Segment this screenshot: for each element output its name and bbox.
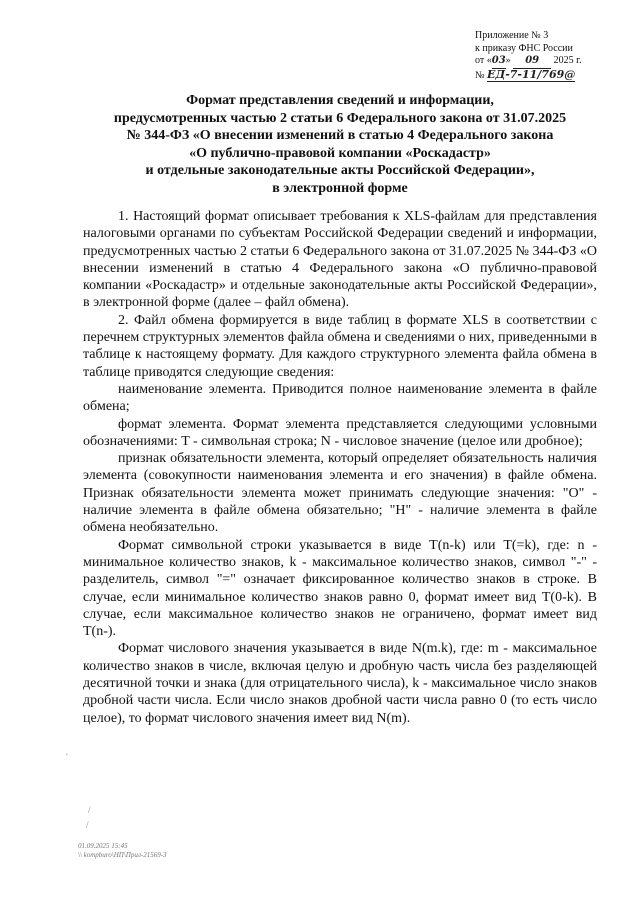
footer-stamp	[78, 842, 167, 860]
appendix-block	[475, 30, 635, 82]
paragraph-required-flag: признак обязательности элемента, который определяет обязательность наличия элемента (совокупности наименования элемента и его значения) в файле обмена. Признак обязательности элемента может принимать следующие значения: "О" - наличие элемента в файле обмена обязательно; "Н" - наличие элемента в файле обмена необязательно.	[83, 451, 597, 536]
handwritten-number: ЕД-7-11/769@	[487, 67, 576, 81]
title-line: «О публично-правовой компании «Роскадастр»	[189, 145, 491, 161]
paragraph-element-format: формат элемента. Формат элемента представляется следующими условными обозначениями: T - символьная строка; N - числовое значение (целое или дробное);	[83, 416, 597, 449]
paragraph-element-name: наименование элемента. Приводится полное наименование элемента в файле обмена;	[83, 381, 597, 415]
title-line: предусмотренных частью 2 статьи 6 Федерального закона от 31.07.2025	[113, 110, 567, 126]
document-body	[83, 208, 597, 727]
margin-mark: ′	[66, 752, 68, 762]
title-line: и отдельные законодательные акты Российской Федерации»,	[145, 163, 535, 178]
paragraph-number-format: Формат числового значения указывается в виде N(m.k), где: m - максимальное количество знаков в числе, включая целую и дробную часть числа без разделяющей десятичной точки и знака (для отрицательного числа), k - максимальное число знаков дробной части числа. Если число знаков дробной части числа равно 0 (то есть число целое), то формат числового значения имеет вид N(m).	[83, 641, 597, 726]
file-reference: \\ kompburo\НП\Прил-21569-3	[78, 851, 167, 859]
appendix-number: Приложение № 3	[475, 30, 549, 41]
title-line: № 344-ФЗ «О внесении изменений в статью 4 Федерального закона	[126, 128, 554, 143]
margin-mark: /	[88, 805, 91, 815]
handwritten-month: 09	[513, 55, 551, 69]
order-number: № ЕД-7-11/769@	[475, 67, 576, 81]
order-date: от «03» 09 2025 г.	[475, 55, 635, 69]
title-line: в электронной форме	[272, 180, 408, 196]
paragraph-2: 2. Файл обмена формируется в виде таблиц в формате XLS в соответствии с перечнем структурных элементов файла обмена и сведениями о них, приведенными в таблице к настоящему формату. Для каждого структурного элемента файла обмена в таблице приводятся следующие сведения:	[83, 312, 597, 380]
handwritten-day: 03	[492, 55, 506, 69]
print-timestamp: 01.09.2025 15:45	[78, 842, 128, 850]
paragraph-1: 1. Настоящий формат описывает требования к XLS-файлам для представления налоговыми органами по субъектам Российской Федерации сведений и информации, предусмотренных частью 2 статьи 6 Федерального закона от 31.07.2025 № 344-ФЗ «О внесении изменений в статью 4 Федерального закона «О публично-правовой компании «Роскадастр» и отдельные законодательные акты Российской Федерации», в электронной форме (далее – файл обмена).	[83, 209, 597, 311]
order-reference: к приказу ФНС России	[475, 42, 573, 54]
paragraph-string-format: Формат символьной строки указывается в виде T(n-k) или T(=k), где: n - минимальное количество знаков, k - максимальное количество знаков, символ "-" - разделитель, символ "=" означает фиксированное количество знаков в строке. В случае, если минимальное количество знаков равно 0, формат имеет вид T(0-k). В случае, если максимальное количество знаков не ограничено, формат имеет вид T(n-).	[83, 537, 597, 640]
title-line: Формат представления сведений и информации,	[186, 93, 494, 108]
document-title	[60, 92, 620, 197]
margin-mark: /	[86, 820, 89, 830]
